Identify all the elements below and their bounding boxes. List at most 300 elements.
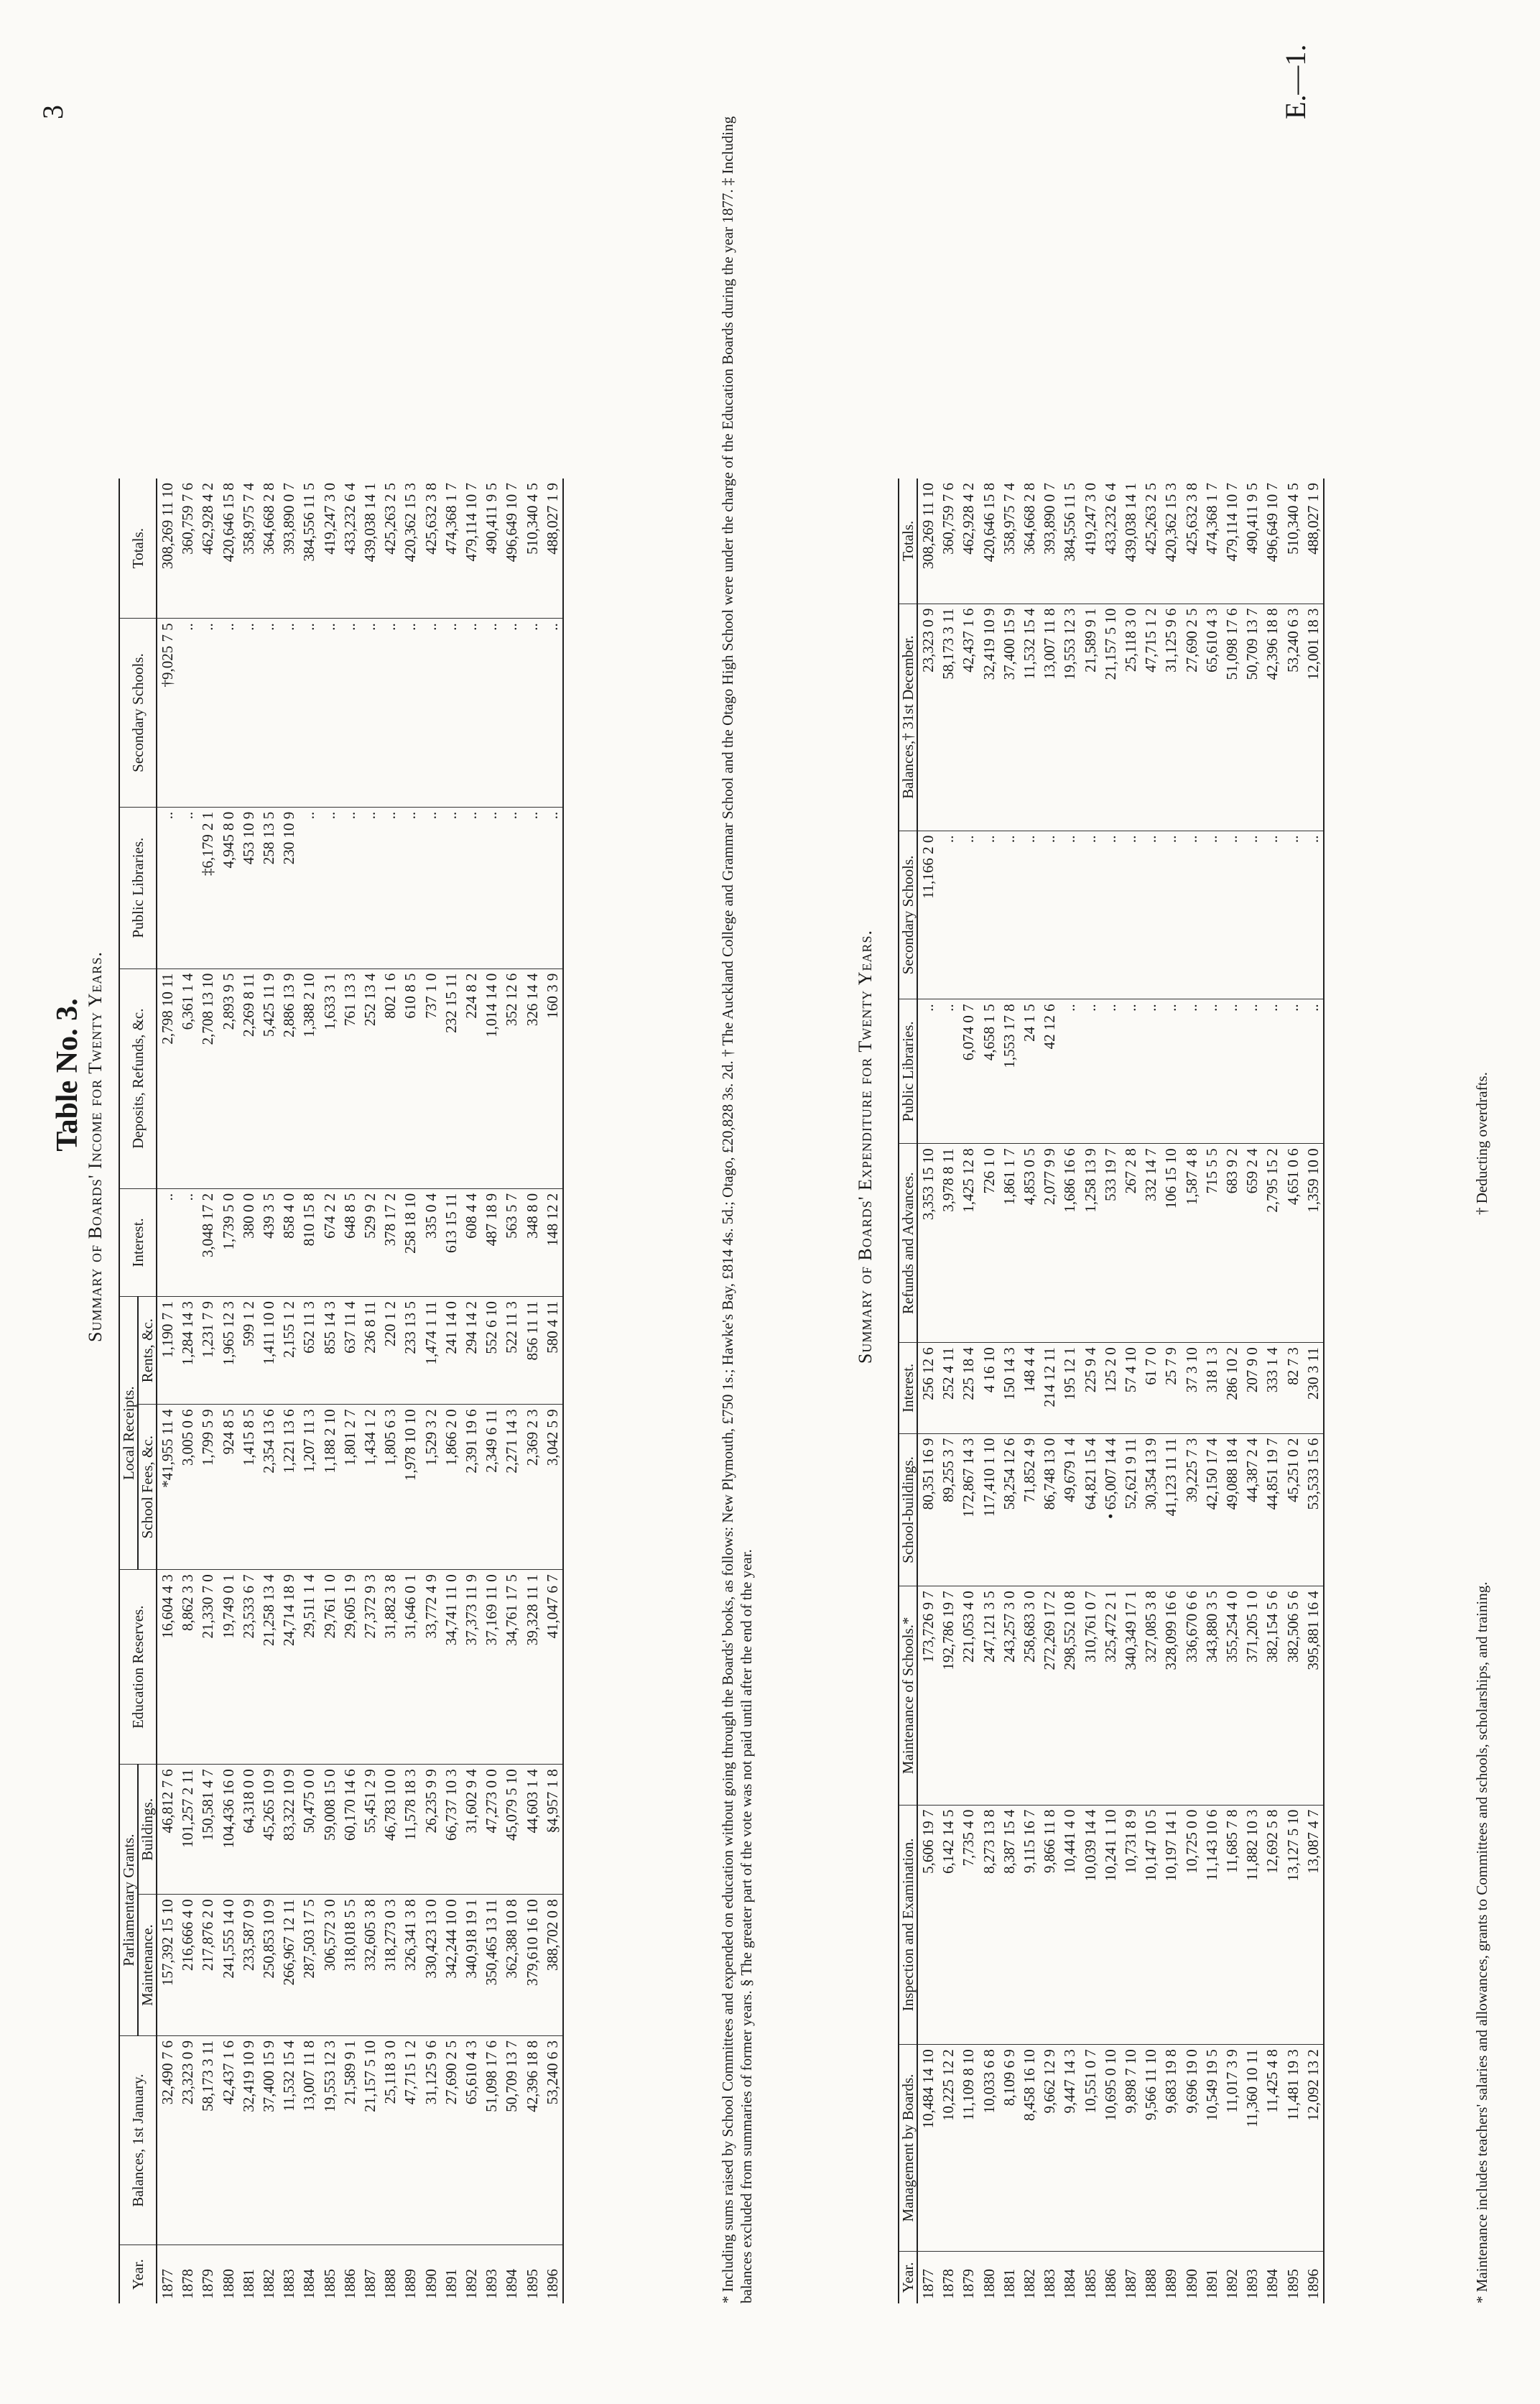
cell-secondary: .. xyxy=(542,619,563,808)
cell-interest: 82 7 3 xyxy=(1283,1343,1303,1433)
cell-rents: 233 13 5 xyxy=(400,1297,420,1405)
cell-fees: 1,866 2 0 xyxy=(441,1405,461,1570)
cell-libraries: .. xyxy=(1141,999,1161,1144)
income-table-body xyxy=(157,479,563,2303)
cell-deposits: 2,893 9 5 xyxy=(218,968,238,1188)
cell-balances: 53,240 6 3 xyxy=(542,2035,563,2244)
cell-year: 1887 xyxy=(1121,2251,1141,2303)
cell-refunds: 1,587 4 8 xyxy=(1182,1144,1202,1343)
cell-rents: 580 4 11 xyxy=(542,1297,563,1405)
cell-maintenance: 173,726 9 7 xyxy=(917,1586,938,1805)
cell-inspection: 6,142 14 5 xyxy=(938,1805,958,2045)
header-school-buildings: School-buildings. xyxy=(899,1433,917,1586)
cell-deposits: 610 8 5 xyxy=(400,968,420,1188)
cell-buildings: 42,150 17 4 xyxy=(1202,1433,1222,1586)
cell-interest: 613 15 11 xyxy=(441,1188,461,1296)
cell-maintenance: 258,683 3 0 xyxy=(1019,1586,1039,1805)
cell-interest: 378 17 2 xyxy=(380,1188,400,1296)
cell-interest: 25 7 9 xyxy=(1161,1343,1181,1433)
cell-balances: 58,173 3 11 xyxy=(938,604,958,831)
cell-buildings: 47,273 0 0 xyxy=(481,1765,501,1895)
cell-balances: 23,323 0 9 xyxy=(177,2035,198,2244)
cell-fees: 924 8 5 xyxy=(218,1405,238,1570)
table-row xyxy=(999,479,1019,2303)
cell-balances: 13,007 11 8 xyxy=(1039,604,1059,831)
cell-balances: 23,323 0 9 xyxy=(917,604,938,831)
cell-balances: 58,173 3 11 xyxy=(198,2035,218,2244)
cell-balances: 25,118 3 0 xyxy=(1121,604,1141,831)
cell-totals: 420,362 15 3 xyxy=(402,483,419,563)
cell-refunds: 267 2 8 xyxy=(1121,1144,1141,1343)
cell-maintenance: 342,244 10 0 xyxy=(441,1895,461,2036)
cell-deposits: 232 15 11 xyxy=(441,968,461,1188)
cell-libraries: .. xyxy=(380,807,400,968)
cell-buildings: 49,679 1 4 xyxy=(1059,1433,1080,1586)
cell-year: 1882 xyxy=(1019,2251,1039,2303)
cell-reserves: 33,772 4 9 xyxy=(421,1570,441,1765)
cell-year: 1896 xyxy=(542,2245,563,2303)
cell-libraries: .. xyxy=(542,807,563,968)
cell-secondary: .. xyxy=(1121,831,1141,999)
cell-totals: 364,668 2 8 xyxy=(260,483,278,555)
cell-totals: 393,890 0 7 xyxy=(280,483,298,555)
cell-reserves: 19,749 0 1 xyxy=(218,1570,238,1765)
cell-inspection: 5,606 19 7 xyxy=(917,1805,938,2045)
table-row xyxy=(1039,479,1059,2303)
cell-maintenance: 343,880 3 5 xyxy=(1202,1586,1222,1805)
table-title: Table No. 3. xyxy=(51,998,84,1152)
cell-year: 1885 xyxy=(320,2245,340,2303)
cell-rents: 241 14 0 xyxy=(441,1297,461,1405)
cell-rents: 220 1 2 xyxy=(380,1297,400,1405)
cell-totals: 419,247 3 0 xyxy=(320,483,338,555)
expenditure-footnotes xyxy=(1472,105,1491,2303)
cell-totals: 425,263 2 5 xyxy=(381,483,399,555)
cell-secondary: .. xyxy=(299,619,319,808)
cell-secondary: .. xyxy=(279,619,299,808)
cell-balances: 25,118 3 0 xyxy=(380,2035,400,2244)
cell-interest: .. xyxy=(177,1188,198,1296)
cell-refunds: 1,359 10 0 xyxy=(1303,1144,1324,1343)
cell-balances: 32,419 10 9 xyxy=(979,604,999,831)
header-year: Year. xyxy=(899,2251,917,2303)
cell-maintenance: 318,273 0 3 xyxy=(380,1895,400,2036)
cell-fees: 1,188 2 10 xyxy=(320,1405,340,1570)
cell-libraries: .. xyxy=(1121,999,1141,1144)
cell-buildings: 59,008 15 0 xyxy=(320,1765,340,1895)
cell-maintenance: 382,154 5 6 xyxy=(1262,1586,1282,1805)
cell-fees: 2,349 6 11 xyxy=(481,1405,501,1570)
cell-year: 1891 xyxy=(441,2245,461,2303)
header-parliamentary-grants: Parliamentary Grants. xyxy=(119,1765,138,2036)
cell-inspection: 9,115 16 7 xyxy=(1019,1805,1039,2045)
cell-interest: 286 10 2 xyxy=(1222,1343,1242,1433)
cell-libraries: .. xyxy=(1283,999,1303,1144)
cell-balances: 47,715 1 2 xyxy=(400,2035,420,2244)
table-row xyxy=(259,479,279,2303)
cell-balances: 19,553 12 3 xyxy=(320,2035,340,2244)
header-balances-31-dec: Balances,† 31st December. xyxy=(899,604,917,831)
cell-buildings: 55,451 2 9 xyxy=(360,1765,380,1895)
cell-totals: 419,247 3 0 xyxy=(1081,483,1099,555)
cell-fees: 1,434 1 2 xyxy=(360,1405,380,1570)
cell-maintenance: 250,853 10 9 xyxy=(259,1895,279,2036)
header-maintenance-of-schools: Maintenance of Schools.* xyxy=(899,1586,917,1805)
cell-buildings: 101,257 2 11 xyxy=(177,1765,198,1895)
cell-balances: 11,532 15 4 xyxy=(279,2035,299,2244)
cell-maintenance: 233,587 0 9 xyxy=(238,1895,259,2036)
cell-fees: 1,978 10 10 xyxy=(400,1405,420,1570)
cell-balances: 19,553 12 3 xyxy=(1059,604,1080,831)
cell-maintenance: 306,572 3 0 xyxy=(320,1895,340,2036)
header-buildings: Buildings. xyxy=(138,1765,157,1895)
header-education-reserves: Education Reserves. xyxy=(119,1570,157,1765)
cell-year: 1883 xyxy=(279,2245,299,2303)
cell-libraries: .. xyxy=(938,999,958,1144)
cell-secondary: .. xyxy=(1019,831,1039,999)
cell-interest: 225 9 4 xyxy=(1080,1343,1100,1433)
table-row xyxy=(1080,479,1100,2303)
cell-totals: 479,114 10 7 xyxy=(463,483,481,562)
cell-secondary: .. xyxy=(1182,831,1202,999)
cell-buildings: 41,123 11 11 xyxy=(1161,1433,1181,1586)
table-row xyxy=(542,479,563,2303)
cell-management: 9,447 14 3 xyxy=(1059,2045,1080,2252)
cell-deposits: 160 3 9 xyxy=(542,968,563,1188)
cell-fees: 3,042 5 9 xyxy=(542,1405,563,1570)
cell-libraries: .. xyxy=(522,807,542,968)
cell-reserves: 29,511 1 4 xyxy=(299,1570,319,1765)
cell-libraries: .. xyxy=(441,807,461,968)
table-row xyxy=(979,479,999,2303)
cell-secondary: 11,166 2 0 xyxy=(917,831,938,999)
cell-fees: 3,005 0 6 xyxy=(177,1405,198,1570)
cell-balances: 12,001 18 3 xyxy=(1303,604,1324,831)
table-row xyxy=(1059,479,1080,2303)
cell-maintenance: 388,702 0 8 xyxy=(542,1895,563,2036)
cell-interest: 258 18 10 xyxy=(400,1188,420,1296)
header-management: Management by Boards. xyxy=(899,2045,917,2252)
cell-totals: 474,368 1 7 xyxy=(1202,483,1220,555)
cell-secondary: .. xyxy=(340,619,360,808)
cell-management: 9,566 11 10 xyxy=(1141,2045,1161,2252)
header-deposits: Deposits, Refunds, &c. xyxy=(119,968,157,1188)
table-row xyxy=(198,479,218,2303)
cell-reserves: 21,258 13 4 xyxy=(259,1570,279,1765)
cell-deposits: 737 1 0 xyxy=(421,968,441,1188)
cell-libraries: .. xyxy=(1202,999,1222,1144)
cell-interest: 214 12 11 xyxy=(1039,1343,1059,1433)
table-row xyxy=(1121,479,1141,2303)
cell-interest: 225 18 4 xyxy=(958,1343,978,1433)
cell-maintenance: 216,666 4 0 xyxy=(177,1895,198,2036)
cell-management: 11,360 10 11 xyxy=(1242,2045,1262,2252)
cell-reserves: 39,328 11 1 xyxy=(522,1570,542,1765)
cell-buildings: 52,621 9 11 xyxy=(1121,1433,1141,1586)
cell-refunds: 1,425 12 8 xyxy=(958,1144,978,1343)
cell-inspection: 13,127 5 10 xyxy=(1283,1805,1303,2045)
cell-refunds: 4,853 0 5 xyxy=(1019,1144,1039,1343)
cell-balances: 31,125 9 6 xyxy=(421,2035,441,2244)
cell-secondary: .. xyxy=(1161,831,1181,999)
cell-balances: 37,400 15 9 xyxy=(259,2035,279,2244)
table-row xyxy=(441,479,461,2303)
cell-libraries: .. xyxy=(501,807,521,968)
cell-management: 9,898 7 10 xyxy=(1121,2045,1141,2252)
cell-management: 10,033 6 8 xyxy=(979,2045,999,2252)
cell-secondary: .. xyxy=(1039,831,1059,999)
cell-deposits: 252 13 4 xyxy=(360,968,380,1188)
cell-totals: 364,668 2 8 xyxy=(1021,483,1039,555)
cell-totals: 496,649 10 7 xyxy=(1263,483,1281,563)
cell-deposits: 2,269 8 11 xyxy=(238,968,259,1188)
cell-management: 9,696 19 0 xyxy=(1182,2045,1202,2252)
table-row xyxy=(917,479,938,2303)
cell-maintenance: 266,967 12 11 xyxy=(279,1895,299,2036)
cell-balances: 27,690 2 5 xyxy=(441,2035,461,2244)
table-row xyxy=(1202,479,1222,2303)
cell-buildings: 11,578 18 3 xyxy=(400,1765,420,1895)
cell-interest: 3,048 17 2 xyxy=(198,1188,218,1296)
cell-deposits: 326 14 4 xyxy=(522,968,542,1188)
cell-year: 1877 xyxy=(917,2251,938,2303)
cell-year: 1884 xyxy=(299,2245,319,2303)
cell-libraries: .. xyxy=(1242,999,1262,1144)
cell-secondary: .. xyxy=(421,619,441,808)
table-row xyxy=(958,479,978,2303)
cell-year: 1892 xyxy=(1222,2251,1242,2303)
cell-refunds: 4,651 0 6 xyxy=(1283,1144,1303,1343)
table-row xyxy=(380,479,400,2303)
cell-inspection: 10,441 4 0 xyxy=(1059,1805,1080,2045)
cell-year: 1886 xyxy=(340,2245,360,2303)
table-row xyxy=(1262,479,1282,2303)
cell-balances: 21,589 9 1 xyxy=(1080,604,1100,831)
cell-secondary: .. xyxy=(461,619,481,808)
table-row xyxy=(218,479,238,2303)
cell-inspection: 12,692 5 8 xyxy=(1262,1805,1282,2045)
cell-year: 1887 xyxy=(360,2245,380,2303)
cell-deposits: 352 12 6 xyxy=(501,968,521,1188)
cell-maintenance: 298,552 10 8 xyxy=(1059,1586,1080,1805)
cell-buildings: 53,533 15 6 xyxy=(1303,1433,1324,1586)
cell-inspection: 9,866 11 8 xyxy=(1039,1805,1059,2045)
cell-maintenance: 217,876 2 0 xyxy=(198,1895,218,2036)
cell-balances: 32,490 7 6 xyxy=(157,2035,177,2244)
cell-deposits: 1,014 14 0 xyxy=(481,968,501,1188)
cell-libraries: .. xyxy=(1100,999,1121,1144)
cell-interest: 57 4 10 xyxy=(1121,1343,1141,1433)
cell-year: 1895 xyxy=(1283,2251,1303,2303)
cell-maintenance: 330,423 13 0 xyxy=(421,1895,441,2036)
cell-libraries: ‡6,179 2 1 xyxy=(198,807,218,968)
cell-libraries: .. xyxy=(1303,999,1324,1144)
cell-interest: 256 12 6 xyxy=(917,1343,938,1433)
cell-secondary: .. xyxy=(218,619,238,808)
cell-year: 1883 xyxy=(1039,2251,1059,2303)
cell-inspection: 13,087 4 7 xyxy=(1303,1805,1324,2045)
cell-secondary: .. xyxy=(1283,831,1303,999)
cell-maintenance: 326,341 3 8 xyxy=(400,1895,420,2036)
cell-year: 1890 xyxy=(1182,2251,1202,2303)
cell-balances: 51,098 17 6 xyxy=(1222,604,1242,831)
cell-deposits: 761 13 3 xyxy=(340,968,360,1188)
cell-interest: 648 8 5 xyxy=(340,1188,360,1296)
cell-buildings: 46,783 10 0 xyxy=(380,1765,400,1895)
cell-secondary: .. xyxy=(177,619,198,808)
cell-balances: 32,419 10 9 xyxy=(238,2035,259,2244)
table-row xyxy=(501,479,521,2303)
cell-maintenance: 395,881 16 4 xyxy=(1303,1586,1324,1805)
cell-totals: 358,975 7 4 xyxy=(239,483,257,555)
cell-balances: 27,690 2 5 xyxy=(1182,604,1202,831)
cell-buildings: 58,254 12 6 xyxy=(999,1433,1019,1586)
header-maintenance: Maintenance. xyxy=(138,1895,157,2036)
cell-balances: 65,610 4 3 xyxy=(1202,604,1222,831)
table-row xyxy=(461,479,481,2303)
income-table xyxy=(119,479,564,2303)
cell-totals: 393,890 0 7 xyxy=(1041,483,1059,555)
table-row xyxy=(481,479,501,2303)
header-school-fees: School Fees, &c. xyxy=(138,1405,157,1570)
cell-secondary: .. xyxy=(1262,831,1282,999)
cell-rents: 294 14 2 xyxy=(461,1297,481,1405)
cell-libraries: .. xyxy=(177,807,198,968)
table-row xyxy=(938,479,958,2303)
cell-rents: 1,474 1 11 xyxy=(421,1297,441,1405)
cell-maintenance: 336,670 6 6 xyxy=(1182,1586,1202,1805)
cell-libraries: 453 10 9 xyxy=(238,807,259,968)
cell-buildings: 64,821 15 4 xyxy=(1080,1433,1100,1586)
cell-balances: 42,396 18 8 xyxy=(522,2035,542,2244)
cell-fees: 2,391 19 6 xyxy=(461,1405,481,1570)
cell-secondary: .. xyxy=(481,619,501,808)
cell-refunds: 332 14 7 xyxy=(1141,1144,1161,1343)
header-local-receipts: Local Receipts. xyxy=(119,1297,138,1570)
cell-fees: 1,529 3 2 xyxy=(421,1405,441,1570)
cell-secondary: .. xyxy=(360,619,380,808)
cell-year: 1880 xyxy=(979,2251,999,2303)
cell-interest: 674 2 2 xyxy=(320,1188,340,1296)
cell-totals: 358,975 7 4 xyxy=(1000,483,1018,555)
expenditure-table xyxy=(898,479,1325,2303)
table-row xyxy=(1182,479,1202,2303)
cell-buildings: 44,387 2 4 xyxy=(1242,1433,1262,1586)
cell-totals: 360,759 7 6 xyxy=(940,483,957,555)
cell-interest: .. xyxy=(157,1188,177,1296)
cell-buildings: 71,852 4 9 xyxy=(1019,1433,1039,1586)
cell-refunds: 659 2 4 xyxy=(1242,1144,1262,1343)
table-row xyxy=(238,479,259,2303)
cell-interest: 37 3 10 xyxy=(1182,1343,1202,1433)
cell-inspection: 10,039 14 4 xyxy=(1080,1805,1100,2045)
cell-inspection: 10,731 8 9 xyxy=(1121,1805,1141,2045)
cell-libraries: 258 13 5 xyxy=(259,807,279,968)
cell-rents: 2,155 1 2 xyxy=(279,1297,299,1405)
cell-fees: 2,271 14 3 xyxy=(501,1405,521,1570)
cell-libraries: .. xyxy=(1059,999,1080,1144)
cell-maintenance: 379,610 16 10 xyxy=(522,1895,542,2036)
cell-rents: 1,965 12 3 xyxy=(218,1297,238,1405)
cell-maintenance: 355,254 4 0 xyxy=(1222,1586,1242,1805)
cell-year: 1889 xyxy=(1161,2251,1181,2303)
cell-balances: 21,589 9 1 xyxy=(340,2035,360,2244)
cell-libraries: 4,658 1 5 xyxy=(979,999,999,1144)
cell-year: 1881 xyxy=(999,2251,1019,2303)
cell-totals: 439,038 14 1 xyxy=(361,483,379,563)
cell-balances: 65,610 4 3 xyxy=(461,2035,481,2244)
cell-libraries: 6,074 0 7 xyxy=(958,999,978,1144)
cell-refunds: 683 9 2 xyxy=(1222,1144,1242,1343)
cell-inspection: 11,882 10 3 xyxy=(1242,1805,1262,2045)
document-code: E.—1. xyxy=(1279,44,1312,119)
cell-rents: 1,231 7 9 xyxy=(198,1297,218,1405)
cell-refunds: 2,795 15 2 xyxy=(1262,1144,1282,1343)
cell-rents: 522 11 3 xyxy=(501,1297,521,1405)
table-row xyxy=(1283,479,1303,2303)
cell-year: 1880 xyxy=(218,2245,238,2303)
cell-year: 1877 xyxy=(157,2245,177,2303)
cell-management: 9,662 12 9 xyxy=(1039,2045,1059,2252)
cell-buildings: 49,088 18 4 xyxy=(1222,1433,1242,1586)
header-rents: Rents, &c. xyxy=(138,1297,157,1405)
cell-year: 1891 xyxy=(1202,2251,1222,2303)
cell-totals: 425,632 3 8 xyxy=(1182,483,1200,555)
cell-balances: 37,400 15 9 xyxy=(999,604,1019,831)
cell-interest: 252 4 11 xyxy=(938,1343,958,1433)
cell-buildings: 150,581 4 7 xyxy=(198,1765,218,1895)
cell-buildings: 45,079 5 10 xyxy=(501,1765,521,1895)
cell-deposits: 224 8 2 xyxy=(461,968,481,1188)
cell-management: 8,109 6 9 xyxy=(999,2045,1019,2252)
cell-secondary: .. xyxy=(1059,831,1080,999)
cell-fees: 1,799 5 9 xyxy=(198,1405,218,1570)
cell-deposits: 2,886 13 9 xyxy=(279,968,299,1188)
cell-refunds: 106 15 10 xyxy=(1161,1144,1181,1343)
cell-buildings: 104,436 16 0 xyxy=(218,1765,238,1895)
cell-totals: 433,232 6 4 xyxy=(1101,483,1119,555)
cell-buildings: 64,318 0 0 xyxy=(238,1765,259,1895)
cell-totals: 496,649 10 7 xyxy=(503,483,521,563)
cell-totals: 384,556 11 5 xyxy=(300,483,318,562)
cell-libraries: .. xyxy=(1080,999,1100,1144)
cell-interest: 318 1 3 xyxy=(1202,1343,1222,1433)
cell-interest: 148 12 2 xyxy=(542,1188,563,1296)
cell-inspection: 10,197 14 1 xyxy=(1161,1805,1181,2045)
cell-libraries: .. xyxy=(461,807,481,968)
cell-totals: 360,759 7 6 xyxy=(179,483,197,555)
cell-totals: 479,114 10 7 xyxy=(1223,483,1241,562)
cell-buildings: 83,322 10 9 xyxy=(279,1765,299,1895)
table-row xyxy=(360,479,380,2303)
cell-buildings: 80,351 16 9 xyxy=(917,1433,938,1586)
cell-libraries: .. xyxy=(157,807,177,968)
cell-fees: 2,354 13 6 xyxy=(259,1405,279,1570)
cell-libraries: .. xyxy=(1182,999,1202,1144)
cell-totals: 425,632 3 8 xyxy=(422,483,440,555)
table-row xyxy=(1242,479,1262,2303)
cell-inspection: 10,725 0 0 xyxy=(1182,1805,1202,2045)
cell-reserves: 27,372 9 3 xyxy=(360,1570,380,1765)
cell-secondary: .. xyxy=(400,619,420,808)
cell-buildings: §4,957 1 8 xyxy=(542,1765,563,1895)
cell-balances: 42,396 18 8 xyxy=(1262,604,1282,831)
cell-totals: 510,340 4 5 xyxy=(523,483,541,555)
cell-interest: 148 4 4 xyxy=(1019,1343,1039,1433)
cell-rents: 1,190 7 1 xyxy=(157,1297,177,1405)
table-row xyxy=(320,479,340,2303)
cell-libraries: 4,945 8 0 xyxy=(218,807,238,968)
